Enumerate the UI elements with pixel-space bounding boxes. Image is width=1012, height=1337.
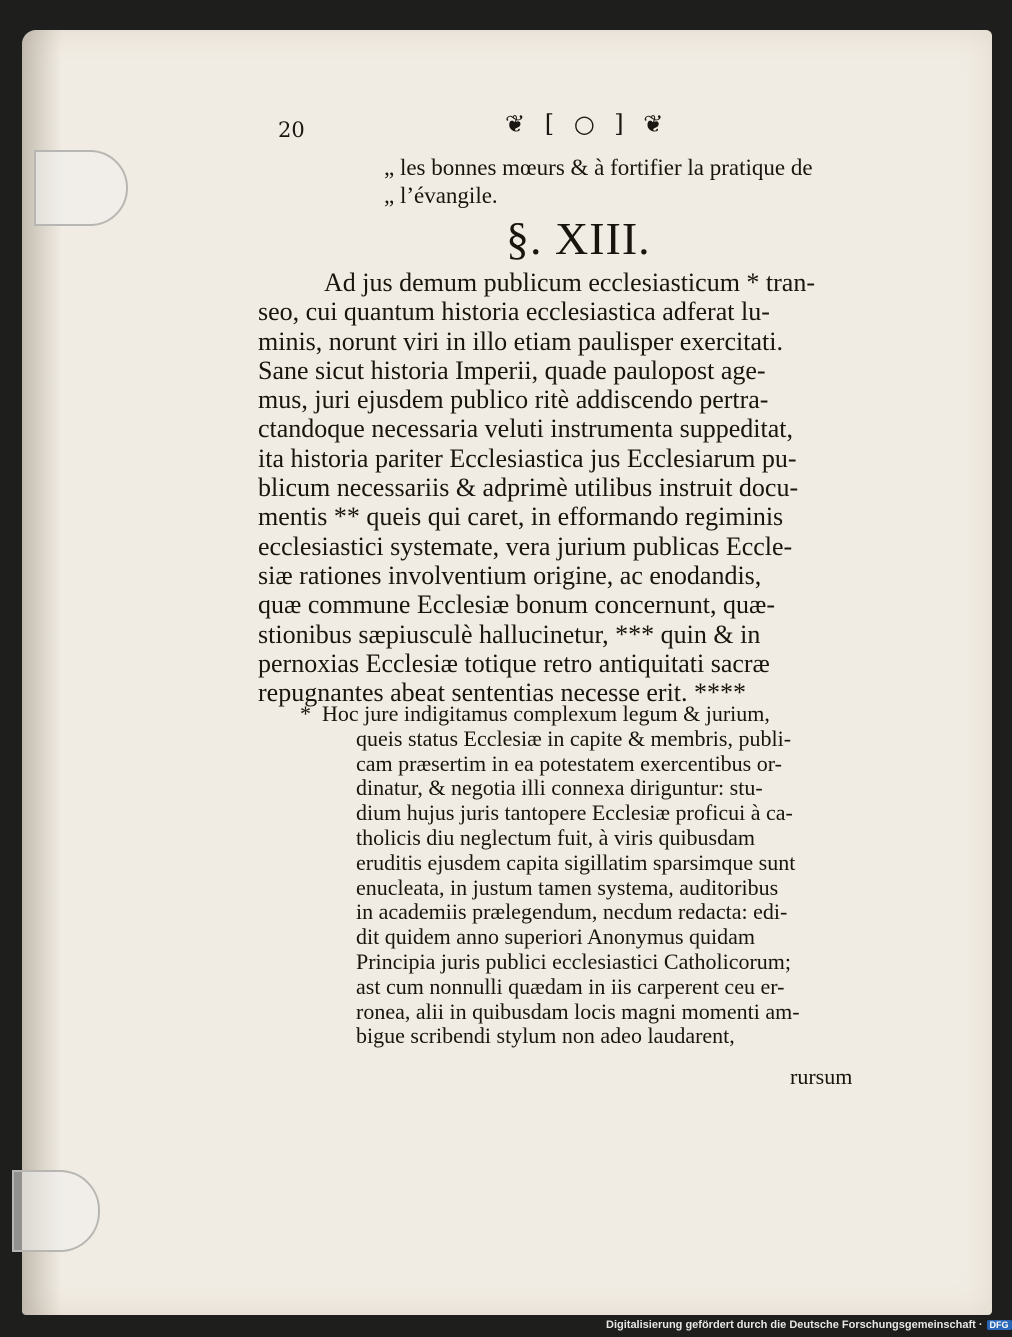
paragraph-line: mus, juri ejusdem publico ritè addiscendo pertra- — [258, 385, 769, 415]
paragraph-line: quæ commune Ecclesiæ bonum concernunt, quæ- — [258, 590, 776, 620]
paragraph-line: mentis ** queis qui caret, in efformando regiminis — [258, 502, 784, 532]
header-ornament: ❦ [ ○ ] ❦ — [505, 110, 670, 138]
footnote-line: cam præsertim in ea potestatem exercentibus or- — [356, 750, 782, 776]
paragraph-line: ita historia pariter Ecclesiastica jus Ecclesiarum pu- — [258, 443, 797, 473]
paragraph-line: pernoxias Ecclesiæ totique retro antiquitati sacræ — [258, 648, 770, 678]
paragraph-line: repugnantes abeat sententias necesse erit. **** — [258, 678, 747, 708]
section-title: §. XIII. — [506, 213, 651, 264]
footnote-line: ast cum nonnulli quædam in iis carperent ceu er- — [356, 973, 785, 999]
footnote-line: ronea, alii in quibusdam locis magni momenti am- — [356, 998, 800, 1024]
footnote-line: Principia juris publici ecclesiastici Catholicorum; — [356, 948, 792, 974]
footnote-marker: * — [300, 701, 311, 726]
page-clip-bottom — [12, 1170, 100, 1252]
footnote-line: Hoc jure indigitamus complexum legum & jurium, — [322, 701, 770, 726]
footnote-line: bigue scribendi stylum non adeo laudarent, — [356, 1023, 735, 1049]
dfg-logo: DFG — [987, 1320, 1012, 1330]
quote-line: „ les bonnes mœurs & à fortifier la pratique de — [384, 155, 813, 180]
footnote-line: in academiis prælegendum, necdum redacta: edi- — [356, 899, 788, 925]
quote-line: „ l’évangile. — [384, 183, 498, 208]
footnote-line: queis status Ecclesiæ in capite & membris, publi- — [356, 725, 792, 751]
page-clip-top — [34, 150, 128, 226]
paragraph-line: Sane sicut historia Imperii, quade paulopost age- — [258, 355, 766, 385]
credit-text: Digitalisierung gefördert durch die Deutsche Forschungsgemeinschaft · — [606, 1319, 983, 1331]
paragraph-line: ecclesiastici systemate, vera jurium publicas Eccle- — [258, 531, 793, 561]
footnote-line: tholicis diu neglectum fuit, à viris quibusdam — [356, 824, 755, 850]
quote-block — [384, 154, 900, 210]
footnote-line: eruditis ejusdem capita sigillatim sparsimque sunt — [356, 849, 796, 875]
footnote-line: enucleata, in justum tamen systema, auditoribus — [356, 874, 779, 900]
main-paragraph — [258, 268, 898, 707]
paragraph-line: seo, cui quantum historia ecclesiastica adferat lu- — [258, 297, 770, 327]
paragraph-line: siæ rationes involventium origine, ac enodandis, — [258, 560, 762, 590]
footnote-line: dium hujus juris tantopere Ecclesiæ proficui à ca- — [356, 800, 793, 826]
footnote-line: dit quidem anno superiori Anonymus quidam — [356, 924, 756, 950]
digitization-credit — [606, 1319, 1012, 1331]
page-number: 20 — [278, 118, 305, 142]
paragraph-line: Ad jus demum publicum ecclesiasticum * tran- — [324, 268, 815, 297]
paragraph-line: minis, norunt viri in illo etiam paulisper exercitati. — [258, 326, 783, 356]
paragraph-line: stionibus sæpiusculè hallucinetur, *** quin & in — [258, 619, 761, 649]
footnote-line: dinatur, & negotia illi connexa diriguntur: stu- — [356, 775, 763, 801]
footnote-first-line — [300, 702, 880, 727]
paragraph-line: ctandoque necessaria veluti instrumenta suppeditat, — [258, 414, 793, 444]
paragraph-line: blicum necessariis & adprimè utilibus instruit docu- — [258, 473, 799, 503]
footnote — [300, 702, 880, 1049]
catchword: rursum — [790, 1064, 853, 1089]
